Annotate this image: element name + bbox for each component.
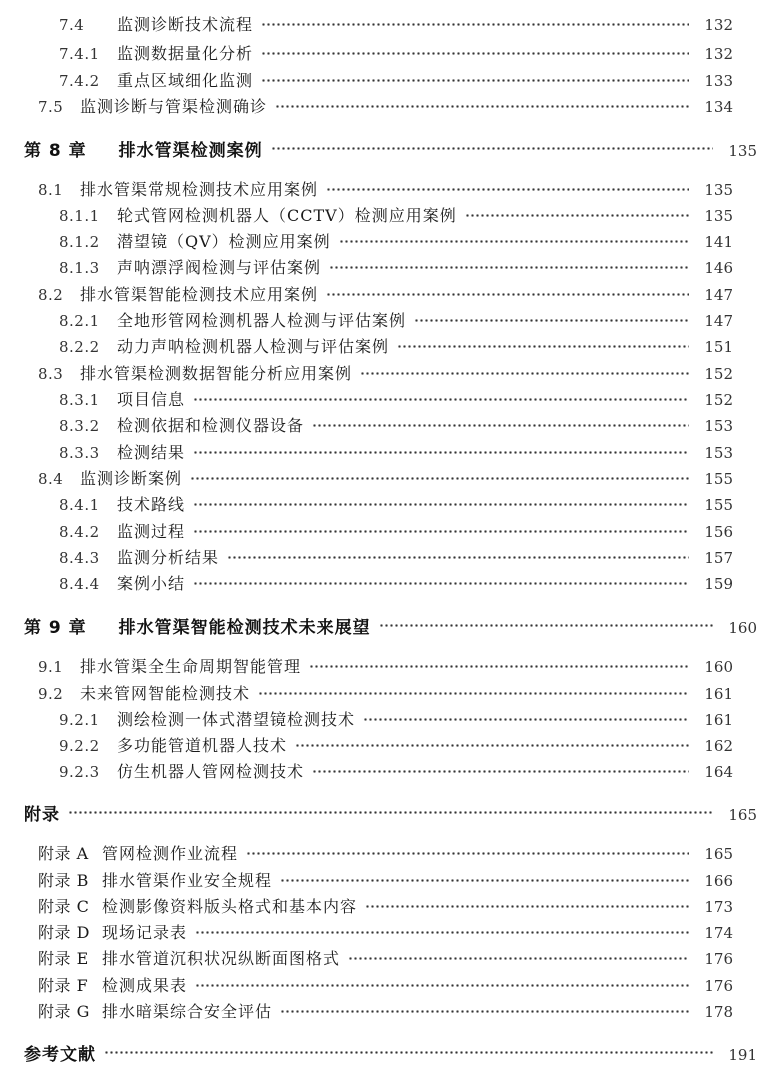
toc-entry[interactable]: [0, 68, 750, 92]
dot-leader: [295, 744, 689, 747]
toc-entry[interactable]: [0, 492, 750, 516]
toc-entry-number: 8.4.2: [59, 523, 100, 541]
toc-entry-number: 8.3.2: [59, 417, 100, 435]
toc-entry-title: 多功能管道机器人技术: [117, 736, 288, 755]
toc-entry[interactable]: [0, 999, 750, 1023]
toc-entry-number: 8.1.2: [59, 233, 100, 251]
toc-entry[interactable]: [0, 707, 750, 731]
dot-leader: [271, 147, 713, 150]
toc-entry-number: 附录 D: [38, 923, 90, 942]
toc-entry[interactable]: [0, 41, 750, 65]
toc-entry-title: 排水管渠智能检测技术未来展望: [118, 618, 371, 638]
toc-entry-page: 153: [704, 444, 733, 462]
toc-entry[interactable]: [0, 308, 750, 332]
toc-entry-title: 仿生机器人管网检测技术: [117, 762, 305, 781]
dot-leader: [365, 905, 689, 908]
toc-entry-page: 155: [704, 470, 733, 488]
toc-entry-page: 160: [728, 619, 757, 637]
toc-entry-page: 152: [704, 391, 733, 409]
toc-entry[interactable]: [0, 973, 750, 997]
toc-entry-number: 8.1.1: [59, 207, 100, 225]
toc-entry-title: 检测依据和检测仪器设备: [117, 416, 305, 435]
toc-entry-title: 检测成果表: [102, 976, 188, 995]
toc-entry-page: 161: [704, 685, 733, 703]
toc-entry-title: 重点区域细化监测: [117, 71, 254, 90]
toc-entry-page: 151: [704, 338, 733, 356]
toc-entry-title: 监测数据量化分析: [117, 44, 254, 63]
toc-entry-title: 排水管渠常规检测技术应用案例: [80, 180, 319, 199]
toc-entry-page: 166: [704, 872, 733, 890]
toc-entry-number: 附录 A: [38, 844, 89, 863]
toc-entry-page: 147: [704, 286, 733, 304]
toc-entry-page: 135: [704, 181, 733, 199]
dot-leader: [312, 770, 689, 773]
toc-entry-page: 178: [704, 1003, 733, 1021]
dot-leader: [261, 79, 689, 82]
dot-leader: [280, 1010, 689, 1013]
dot-leader: [68, 811, 713, 814]
toc-entry-number: 8.2.2: [59, 338, 100, 356]
dot-leader: [195, 931, 689, 934]
toc-entry[interactable]: [0, 841, 750, 865]
dot-leader: [246, 852, 689, 855]
toc-entry-number: 9.1: [38, 658, 64, 676]
toc-entry-number: 附录 F: [38, 976, 89, 995]
dot-leader: [193, 530, 689, 533]
toc-entry-title: 测绘检测一体式潜望镜检测技术: [117, 710, 356, 729]
toc-entry[interactable]: [0, 94, 750, 118]
toc-entry-title: 排水管渠检测数据智能分析应用案例: [80, 364, 353, 383]
toc-entry-page: 132: [704, 45, 733, 63]
toc-entry-page: 165: [728, 806, 757, 824]
toc-entry-page: 173: [704, 898, 733, 916]
toc-entry-page: 160: [704, 658, 733, 676]
toc-entry-page: 156: [704, 523, 733, 541]
dot-leader: [193, 503, 689, 506]
dot-leader: [193, 582, 689, 585]
toc-entry-title: 监测过程: [117, 522, 186, 541]
toc-entry-number: 9.2: [38, 685, 64, 703]
dot-leader: [193, 398, 689, 401]
toc-entry-number: 7.5: [38, 98, 64, 116]
dot-leader: [309, 665, 689, 668]
toc-entry-number: 9.2.2: [59, 737, 100, 755]
toc-entry-title: 全地形管网检测机器人检测与评估案例: [117, 311, 407, 330]
toc-entry[interactable]: [0, 413, 750, 437]
toc-entry-page: 135: [704, 207, 733, 225]
toc-entry-number: 附录 C: [38, 897, 90, 916]
dot-leader: [261, 52, 689, 55]
toc-entry-title: 现场记录表: [102, 923, 188, 942]
toc-entry[interactable]: [0, 868, 750, 892]
dot-leader: [465, 214, 689, 217]
dot-leader: [414, 319, 689, 322]
toc-entry-number: 8.3.3: [59, 444, 100, 462]
toc-entry-number: 8.1: [38, 181, 64, 199]
toc-entry-page: 141: [704, 233, 733, 251]
toc-entry[interactable]: [0, 920, 750, 944]
toc-entry-number: 9.2.1: [59, 711, 100, 729]
toc-entry[interactable]: [0, 136, 774, 160]
toc-entry-title: 排水管渠智能检测技术应用案例: [80, 285, 319, 304]
dot-leader: [193, 451, 689, 454]
toc-entry-number: 9.2.3: [59, 763, 100, 781]
dot-leader: [363, 718, 689, 721]
dot-leader: [379, 624, 713, 627]
toc-entry-title: 排水管渠全生命周期智能管理: [80, 657, 302, 676]
toc-entry[interactable]: [0, 545, 750, 569]
toc-entry-title: 管网检测作业流程: [102, 844, 239, 863]
toc-entry-title: 检测结果: [117, 443, 186, 462]
toc-entry-number: 附录 G: [38, 1002, 90, 1021]
toc-entry-page: 159: [704, 575, 733, 593]
dot-leader: [348, 957, 689, 960]
toc-entry[interactable]: [0, 894, 750, 918]
toc-entry-number: 第 8 章: [24, 141, 87, 161]
toc-entry-title: 排水管渠作业安全规程: [102, 871, 273, 890]
toc-entry[interactable]: [0, 229, 750, 253]
toc-entry-page: 147: [704, 312, 733, 330]
toc-entry-title: 声呐漂浮阀检测与评估案例: [117, 258, 322, 277]
toc-entry-page: 174: [704, 924, 733, 942]
toc-entry-page: 133: [704, 72, 733, 90]
toc-entry[interactable]: [0, 282, 750, 306]
toc-entry-title: 项目信息: [117, 390, 186, 409]
toc-entry-number: 8.4.3: [59, 549, 100, 567]
dot-leader: [258, 692, 689, 695]
toc-entry[interactable]: [0, 1040, 774, 1064]
toc-entry-page: 191: [728, 1046, 757, 1064]
toc-entry[interactable]: [0, 571, 750, 595]
toc-entry-page: 132: [704, 16, 733, 34]
toc-entry-number: 8.3.1: [59, 391, 100, 409]
toc-entry-title: 动力声呐检测机器人检测与评估案例: [117, 337, 390, 356]
toc-entry-title: 技术路线: [117, 495, 186, 514]
toc-entry[interactable]: [0, 681, 750, 705]
toc-entry-page: 162: [704, 737, 733, 755]
toc-entry-title: 检测影像资料版头格式和基本内容: [102, 897, 358, 916]
toc-entry-title: 排水暗渠综合安全评估: [102, 1002, 273, 1021]
toc-entry-title: 监测诊断技术流程: [117, 15, 254, 34]
toc-entry[interactable]: [0, 519, 750, 543]
toc-entry[interactable]: [0, 654, 750, 678]
dot-leader: [326, 188, 689, 191]
dot-leader: [261, 23, 689, 26]
dot-leader: [339, 240, 689, 243]
dot-leader: [312, 424, 689, 427]
dot-leader: [326, 293, 689, 296]
toc-entry-page: 152: [704, 365, 733, 383]
toc-entry[interactable]: [0, 800, 774, 824]
dot-leader: [104, 1051, 713, 1054]
toc-entry[interactable]: [0, 255, 750, 279]
dot-leader: [227, 556, 689, 559]
toc-entry[interactable]: [0, 203, 750, 227]
toc-entry-title: 潜望镜（QV）检测应用案例: [117, 232, 331, 251]
toc-entry-page: 161: [704, 711, 733, 729]
toc-entry-number: 附录 E: [38, 949, 89, 968]
toc-entry-title: 排水管渠检测案例: [118, 141, 263, 161]
toc-entry-title: 案例小结: [117, 574, 186, 593]
toc-entry-number: 8.2.1: [59, 312, 100, 330]
toc-entry-page: 164: [704, 763, 733, 781]
toc-entry-number: 8.3: [38, 365, 64, 383]
toc-entry[interactable]: [0, 759, 750, 783]
toc-entry-title: 参考文献: [24, 1045, 96, 1065]
toc-entry-page: 134: [704, 98, 733, 116]
toc-entry-page: 176: [704, 950, 733, 968]
dot-leader: [280, 879, 689, 882]
toc-entry-title: 排水管道沉积状况纵断面图格式: [102, 949, 341, 968]
dot-leader: [397, 345, 689, 348]
dot-leader: [275, 105, 689, 108]
dot-leader: [190, 477, 689, 480]
toc-entry[interactable]: [0, 733, 750, 757]
toc-entry-number: 8.1.3: [59, 259, 100, 277]
toc-entry-number: 第 9 章: [24, 618, 87, 638]
toc-entry-title: 未来管网智能检测技术: [80, 684, 251, 703]
dot-leader: [329, 266, 689, 269]
toc-entry-page: 176: [704, 977, 733, 995]
toc-entry-title: 监测诊断案例: [80, 469, 183, 488]
toc-entry[interactable]: [0, 613, 774, 637]
dot-leader: [360, 372, 689, 375]
toc-entry-page: 155: [704, 496, 733, 514]
toc-entry[interactable]: [0, 946, 750, 970]
dot-leader: [195, 984, 689, 987]
toc-entry[interactable]: [0, 334, 750, 358]
toc-entry-title: 附录: [24, 805, 60, 825]
toc-entry-number: 8.4.4: [59, 575, 100, 593]
toc-entry-page: 146: [704, 259, 733, 277]
toc-entry-number: 7.4.1: [59, 45, 100, 63]
toc-entry-title: 监测分析结果: [117, 548, 220, 567]
toc-entry-number: 附录 B: [38, 871, 89, 890]
toc-entry-title: 监测诊断与管渠检测确诊: [80, 97, 268, 116]
toc-entry-number: 7.4: [59, 16, 85, 34]
toc-entry-number: 8.2: [38, 286, 64, 304]
toc-entry-page: 153: [704, 417, 733, 435]
toc-entry-page: 135: [728, 142, 757, 160]
toc-entry[interactable]: [0, 12, 750, 36]
toc-entry[interactable]: [0, 466, 750, 490]
toc-entry[interactable]: [0, 361, 750, 385]
toc-entry-number: 8.4.1: [59, 496, 100, 514]
toc-entry-number: 8.4: [38, 470, 64, 488]
toc-entry[interactable]: [0, 440, 750, 464]
toc-entry[interactable]: [0, 387, 750, 411]
toc-entry-number: 7.4.2: [59, 72, 100, 90]
toc-entry-page: 157: [704, 549, 733, 567]
toc-entry[interactable]: [0, 177, 750, 201]
toc-entry-page: 165: [704, 845, 733, 863]
toc-entry-title: 轮式管网检测机器人（CCTV）检测应用案例: [117, 206, 457, 225]
